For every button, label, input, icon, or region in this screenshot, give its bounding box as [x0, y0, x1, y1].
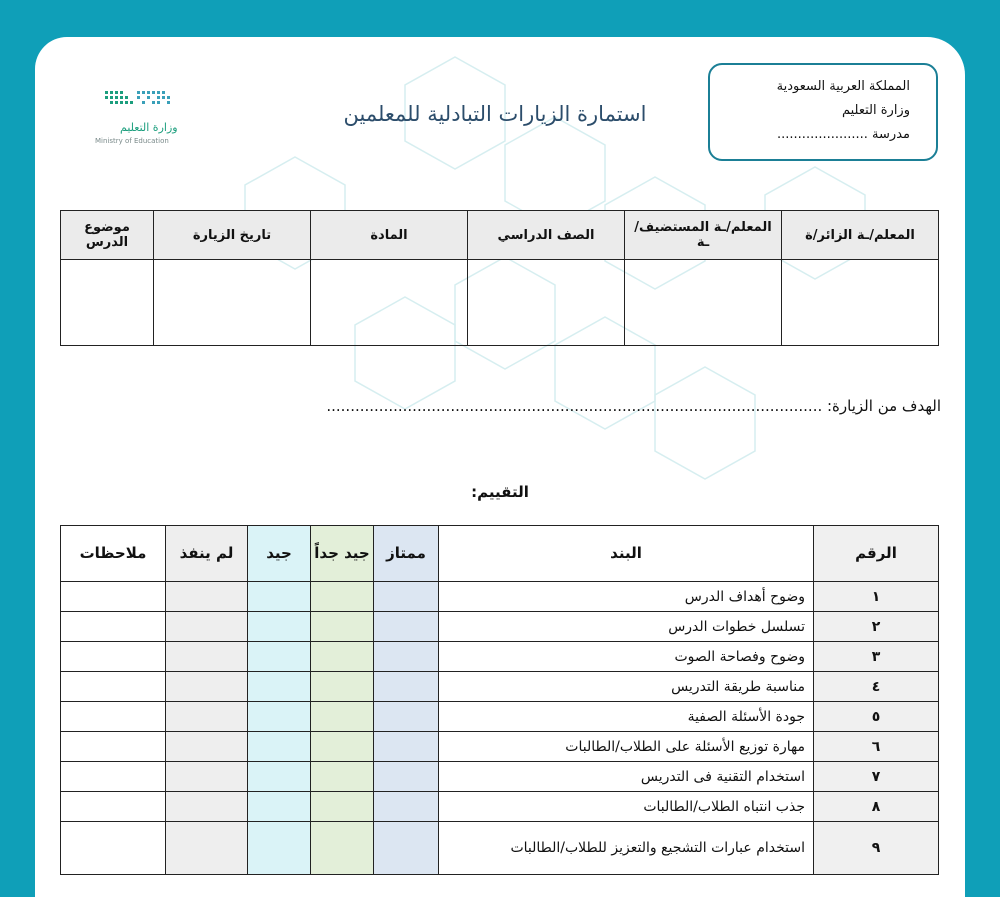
row-number: ١	[814, 582, 939, 612]
very-good-cell[interactable]	[311, 792, 374, 822]
ministry-label: وزارة التعليم	[841, 103, 910, 118]
good-cell[interactable]	[248, 822, 311, 875]
notes-cell[interactable]	[61, 792, 166, 822]
table-row	[61, 762, 939, 792]
grade-cell[interactable]	[468, 260, 625, 346]
logo-english-text: Ministry of Education	[95, 137, 169, 145]
row-number: ٤	[814, 672, 939, 702]
header-box	[708, 63, 938, 161]
row-item: وضوح وفصاحة الصوت	[439, 642, 814, 672]
row-item: استخدام التقنية فى التدريس	[439, 762, 814, 792]
notes-cell[interactable]	[61, 762, 166, 792]
row-number: ٥	[814, 702, 939, 732]
not-done-cell[interactable]	[166, 642, 248, 672]
excellent-cell[interactable]	[374, 762, 439, 792]
notes-cell[interactable]	[61, 702, 166, 732]
notes-cell[interactable]	[61, 732, 166, 762]
not-done-cell[interactable]	[166, 792, 248, 822]
not-done-cell[interactable]	[166, 612, 248, 642]
header-lesson-topic: موضوع الدرس	[61, 211, 154, 260]
excellent-cell[interactable]	[374, 792, 439, 822]
row-item: استخدام عبارات التشجيع والتعزيز للطلاب/الطالبات	[439, 822, 814, 875]
notes-cell[interactable]	[61, 642, 166, 672]
table-row	[61, 672, 939, 702]
header-subject: المادة	[311, 211, 468, 260]
row-item: جذب انتباه الطلاب/الطالبات	[439, 792, 814, 822]
header-visitor-teacher: المعلم/ـة الزائر/ة	[782, 211, 939, 260]
row-number: ٦	[814, 732, 939, 762]
header-grade: الصف الدراسي	[468, 211, 625, 260]
visit-info-table	[60, 210, 939, 346]
very-good-cell[interactable]	[311, 612, 374, 642]
not-done-cell[interactable]	[166, 762, 248, 792]
header-host-teacher: المعلم/ـة المستضيف/ـة	[625, 211, 782, 260]
row-number: ٧	[814, 762, 939, 792]
row-item: مهارة توزيع الأسئلة على الطلاب/الطالبات	[439, 732, 814, 762]
notes-cell[interactable]	[61, 672, 166, 702]
logo-arabic-text: وزارة التعليم	[120, 121, 178, 134]
good-cell[interactable]	[248, 702, 311, 732]
notes-cell[interactable]	[61, 612, 166, 642]
not-done-cell[interactable]	[166, 672, 248, 702]
evaluation-label: التقييم:	[471, 483, 529, 501]
row-item: وضوح أهداف الدرس	[439, 582, 814, 612]
good-cell[interactable]	[248, 672, 311, 702]
excellent-cell[interactable]	[374, 582, 439, 612]
subject-cell[interactable]	[311, 260, 468, 346]
excellent-cell[interactable]	[374, 612, 439, 642]
not-done-cell[interactable]	[166, 582, 248, 612]
very-good-cell[interactable]	[311, 822, 374, 875]
school-field: مدرسة ......................	[777, 127, 910, 142]
header-good: جيد	[248, 526, 311, 582]
header-not-done: لم ينفذ	[166, 526, 248, 582]
very-good-cell[interactable]	[311, 762, 374, 792]
host-teacher-cell[interactable]	[625, 260, 782, 346]
visit-date-cell[interactable]	[154, 260, 311, 346]
table-row	[61, 642, 939, 672]
header-visit-date: تاريخ الزيارة	[154, 211, 311, 260]
eval-header-row	[61, 526, 939, 582]
good-cell[interactable]	[248, 642, 311, 672]
not-done-cell[interactable]	[166, 702, 248, 732]
kingdom-label: المملكة العربية السعودية	[776, 79, 910, 94]
page-title: استمارة الزيارات التبادلية للمعلمين	[343, 102, 647, 126]
header-number: الرقم	[814, 526, 939, 582]
very-good-cell[interactable]	[311, 582, 374, 612]
form-page	[35, 37, 965, 897]
very-good-cell[interactable]	[311, 642, 374, 672]
row-item: مناسبة طريقة التدريس	[439, 672, 814, 702]
good-cell[interactable]	[248, 612, 311, 642]
header-item: البند	[439, 526, 814, 582]
good-cell[interactable]	[248, 732, 311, 762]
header-excellent: ممتاز	[374, 526, 439, 582]
not-done-cell[interactable]	[166, 732, 248, 762]
very-good-cell[interactable]	[311, 672, 374, 702]
header-very-good: جيد جداً	[311, 526, 374, 582]
row-number: ٢	[814, 612, 939, 642]
notes-cell[interactable]	[61, 822, 166, 875]
row-item: جودة الأسئلة الصفية	[439, 702, 814, 732]
excellent-cell[interactable]	[374, 702, 439, 732]
table-row	[61, 822, 939, 875]
table-row	[61, 702, 939, 732]
visit-goal-line: الهدف من الزيارة: ........................................................................................................	[326, 397, 941, 415]
excellent-cell[interactable]	[374, 732, 439, 762]
header-notes: ملاحظات	[61, 526, 166, 582]
row-number: ٣	[814, 642, 939, 672]
good-cell[interactable]	[248, 792, 311, 822]
table-row	[61, 792, 939, 822]
row-number: ٩	[814, 822, 939, 875]
table-row	[61, 612, 939, 642]
row-number: ٨	[814, 792, 939, 822]
very-good-cell[interactable]	[311, 702, 374, 732]
excellent-cell[interactable]	[374, 672, 439, 702]
info-header-row	[61, 211, 939, 260]
row-item: تسلسل خطوات الدرس	[439, 612, 814, 642]
notes-cell[interactable]	[61, 582, 166, 612]
evaluation-table	[60, 525, 939, 875]
info-input-row	[61, 260, 939, 346]
good-cell[interactable]	[248, 582, 311, 612]
very-good-cell[interactable]	[311, 732, 374, 762]
not-done-cell[interactable]	[166, 822, 248, 875]
table-row	[61, 582, 939, 612]
excellent-cell[interactable]	[374, 642, 439, 672]
excellent-cell[interactable]	[374, 822, 439, 875]
lesson-topic-cell[interactable]	[61, 260, 154, 346]
good-cell[interactable]	[248, 762, 311, 792]
visitor-teacher-cell[interactable]	[782, 260, 939, 346]
table-row	[61, 732, 939, 762]
